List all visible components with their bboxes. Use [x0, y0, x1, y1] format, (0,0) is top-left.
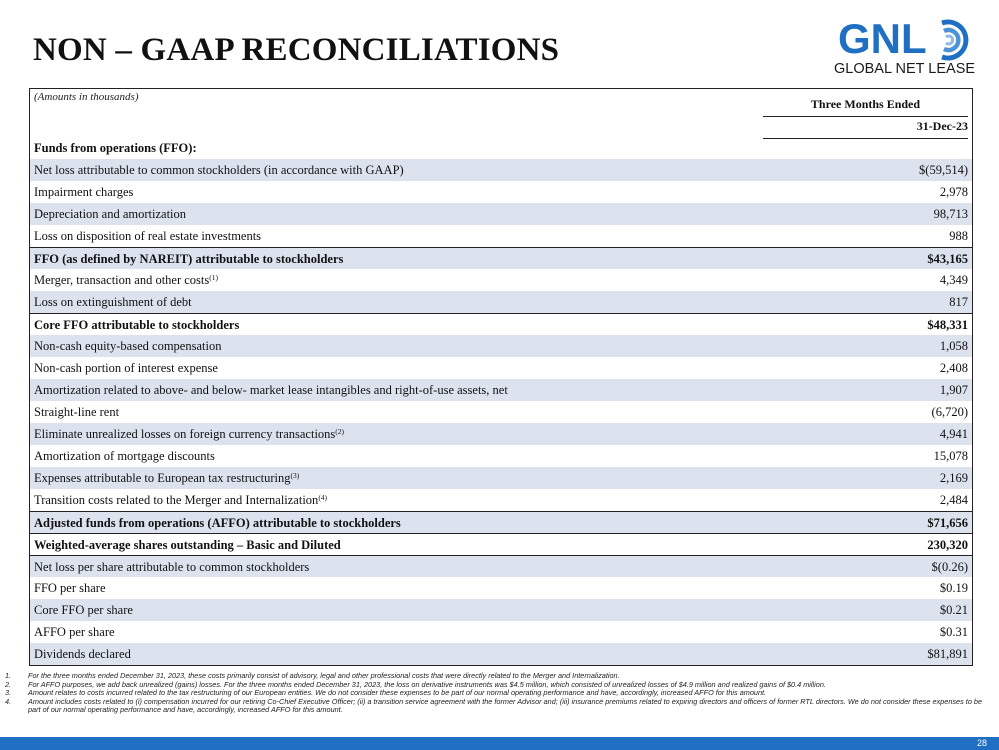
row-value: 4,349	[939, 273, 968, 287]
footnote	[5, 698, 990, 715]
page-title: NON – GAAP RECONCILIATIONS	[33, 32, 560, 68]
footnote-number: 4.	[5, 696, 12, 706]
row-label	[34, 357, 218, 379]
row-label-text: Merger, transaction and other costs	[34, 273, 210, 287]
footnote-number: 1.	[5, 671, 12, 680]
footnote-number: 3.	[5, 688, 12, 698]
row-label-text: Straight-line rent	[34, 405, 120, 419]
footnote-ref: (2)	[335, 427, 345, 436]
row-value: $81,891	[927, 647, 968, 661]
row-label-text: Expenses attributable to European tax restructuring	[34, 471, 291, 485]
table-row	[30, 335, 972, 357]
row-label	[34, 379, 508, 401]
row-label	[34, 137, 197, 159]
row-label	[34, 291, 192, 313]
row-label	[34, 556, 309, 578]
row-label-text: Adjusted funds from operations (AFFO) attributable to stockholders	[34, 516, 401, 530]
row-label	[34, 423, 344, 445]
table-row	[30, 555, 972, 577]
amounts-note: (Amounts in thousands)	[34, 91, 139, 103]
table-row	[30, 313, 972, 335]
table-row	[30, 401, 972, 423]
table-row	[30, 643, 972, 665]
row-label	[34, 335, 221, 357]
row-value: 2,408	[939, 361, 968, 375]
table-row	[30, 445, 972, 467]
table-row	[30, 291, 972, 313]
table-row	[30, 423, 972, 445]
page-number: 28	[976, 738, 987, 748]
table-row	[30, 533, 972, 555]
column-header: Three Months Ended	[763, 97, 968, 117]
row-value: 98,713	[933, 207, 968, 221]
footnote-ref: (3)	[290, 471, 300, 480]
row-label-text: FFO (as defined by NAREIT) attributable to stockholders	[34, 252, 344, 266]
table-row	[30, 621, 972, 643]
row-label-text: Amortization of mortgage discounts	[34, 449, 215, 463]
table-row	[30, 379, 972, 401]
table-row	[30, 599, 972, 621]
row-value: $48,331	[927, 318, 968, 332]
row-label	[34, 314, 239, 336]
row-label-text: Net loss per share attributable to common stockholders	[34, 560, 310, 574]
row-label	[34, 225, 261, 247]
row-label-text: Amortization related to above- and below- market lease intangibles and right-of-use assets, net	[34, 383, 508, 397]
row-label	[34, 159, 404, 181]
row-label	[34, 534, 341, 556]
table-row	[30, 511, 972, 533]
row-label-text: Core FFO attributable to stockholders	[34, 318, 240, 332]
logo-swirl-icon	[928, 17, 974, 63]
row-label-text: Impairment charges	[34, 185, 134, 199]
row-label-text: FFO per share	[34, 581, 106, 595]
logo-mark: GNL	[838, 15, 927, 62]
row-value: 4,941	[939, 427, 968, 441]
row-label-text: Non-cash equity-based compensation	[34, 339, 222, 353]
footnote-text: Amount includes costs related to (i) compensation incurred for our retiring Co-Chief Executive Officer; (ii) a transition service agreement with the former Advisor and; (iii) insurance premiums related to expiring directors and officers of former RTL directors. We do not consider these expenses to be part of our normal operating performance and have, accordingly, increased AFFO for this amount.	[28, 696, 983, 715]
logo-subtitle: GLOBAL NET LEASE	[834, 61, 976, 77]
footnote-text: For AFFO purposes, we add back unrealized (gains) losses. For the three months ended December 31, 2023, the loss on derivative instruments was $4.5 million, which consisted of unrealized losses of $4.9 million and realized gains of $0.4 million.	[28, 679, 826, 689]
row-value: $0.31	[939, 625, 968, 639]
table-row	[30, 203, 972, 225]
row-value: 15,078	[933, 449, 968, 463]
bottom-bar	[0, 737, 999, 750]
row-label-text: Loss on disposition of real estate investments	[34, 229, 262, 243]
row-label-text: Eliminate unrealized losses on foreign currency transactions	[34, 427, 336, 441]
column-date: 31-Dec-23	[763, 119, 968, 139]
row-value: 2,484	[939, 493, 968, 507]
table-row	[30, 247, 972, 269]
table-row	[30, 225, 972, 247]
row-label	[34, 203, 186, 225]
row-value: 2,169	[939, 471, 968, 485]
table-row	[30, 137, 972, 159]
row-label	[34, 467, 299, 489]
row-value: 2,978	[939, 185, 968, 199]
row-label	[34, 599, 133, 621]
table-row	[30, 269, 972, 291]
row-label-text: Weighted-average shares outstanding – Basic and Diluted	[34, 538, 341, 552]
row-label-text: Depreciation and amortization	[34, 207, 187, 221]
footnote-text: For the three months ended December 31, 2023, these costs primarily consist of advisory, legal and other professional costs that were directly related to the Merger and Internalization.	[28, 671, 620, 680]
row-label	[34, 512, 401, 534]
row-label-text: Non-cash portion of interest expense	[34, 361, 218, 375]
row-label-text: Net loss attributable to common stockholders (in accordance with GAAP)	[34, 163, 404, 177]
table-row	[30, 181, 972, 203]
row-value: $71,656	[927, 516, 968, 530]
row-label	[34, 621, 115, 643]
row-value: $(59,514)	[919, 163, 968, 177]
row-value: 1,907	[939, 383, 968, 397]
row-label-text: Transition costs related to the Merger and Internalization	[34, 493, 319, 507]
row-label	[34, 489, 327, 511]
footnote-number: 2.	[5, 679, 12, 689]
row-label	[34, 181, 133, 203]
table-row	[30, 357, 972, 379]
row-value: 988	[949, 229, 968, 243]
table-row	[30, 489, 972, 511]
table-row	[30, 159, 972, 181]
row-value: $0.21	[939, 603, 968, 617]
row-value: $(0.26)	[931, 560, 968, 574]
company-logo	[828, 15, 978, 77]
footnote-text: Amount relates to costs incurred related to the tax restructuring of our European entities. We do not consider these expenses to be part of our normal operating performance and have, accordingly, increased AFFO for this amount.	[28, 688, 767, 698]
row-label-text: Funds from operations (FFO):	[34, 141, 197, 155]
table-row	[30, 467, 972, 489]
footnote-ref: (4)	[318, 493, 328, 502]
row-value: 817	[949, 295, 968, 309]
row-value: $0.19	[939, 581, 968, 595]
row-label	[34, 445, 215, 467]
row-label-text: AFFO per share	[34, 625, 115, 639]
table-row	[30, 577, 972, 599]
table-body	[30, 137, 972, 665]
row-value: $43,165	[927, 252, 968, 266]
row-label	[34, 643, 131, 665]
row-label	[34, 269, 218, 291]
row-value: 230,320	[927, 538, 968, 552]
row-value: 1,058	[939, 339, 968, 353]
row-value: (6,720)	[931, 405, 968, 419]
reconciliation-table	[29, 88, 973, 666]
footnote-ref: (1)	[209, 273, 219, 282]
row-label	[34, 401, 119, 423]
footnotes	[5, 672, 990, 715]
row-label-text: Core FFO per share	[34, 603, 133, 617]
row-label	[34, 248, 343, 270]
row-label	[34, 577, 106, 599]
row-label-text: Dividends declared	[34, 647, 131, 661]
row-label-text: Loss on extinguishment of debt	[34, 295, 192, 309]
